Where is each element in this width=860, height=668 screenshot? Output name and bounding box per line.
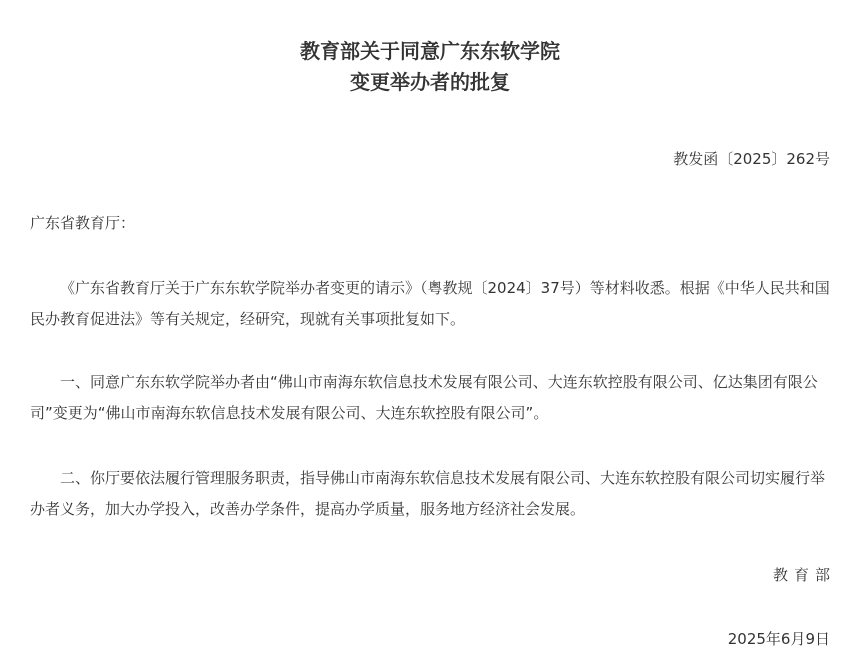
- issue-date: 2025年6月9日: [727, 630, 830, 648]
- document-title-line-2: 变更举办者的批复: [350, 70, 510, 94]
- issuing-authority: 教育部: [772, 566, 836, 584]
- paragraph-item-2: 二、你厅要依法履行管理服务职责，指导佛山市南海东软信息技术发展有限公司、大连东软控股有限公司切实履行举办者义务，加大办学投入，改善办学条件，提高办学质量，服务地方经济社会发展。: [30, 469, 826, 518]
- document-title-line-1: 教育部关于同意广东东软学院: [300, 39, 560, 63]
- addressee: 广东省教育厅：: [30, 214, 136, 232]
- paragraph-item-1: 一、同意广东东软学院举办者由“佛山市南海东软信息技术发展有限公司、大连东软控股有限公司、亿达集团有限公司”变更为“佛山市南海东软信息技术发展有限公司、大连东软控股有限公司”。: [30, 373, 818, 422]
- paragraph-intro: 《广东省教育厅关于广东东软学院举办者变更的请示》（粤教规〔2024〕37号）等材料收悉。根据《中华人民共和国民办教育促进法》等有关规定，经研究，现就有关事项批复如下。: [30, 279, 830, 328]
- document-number: 教发函〔2025〕262号: [673, 150, 830, 168]
